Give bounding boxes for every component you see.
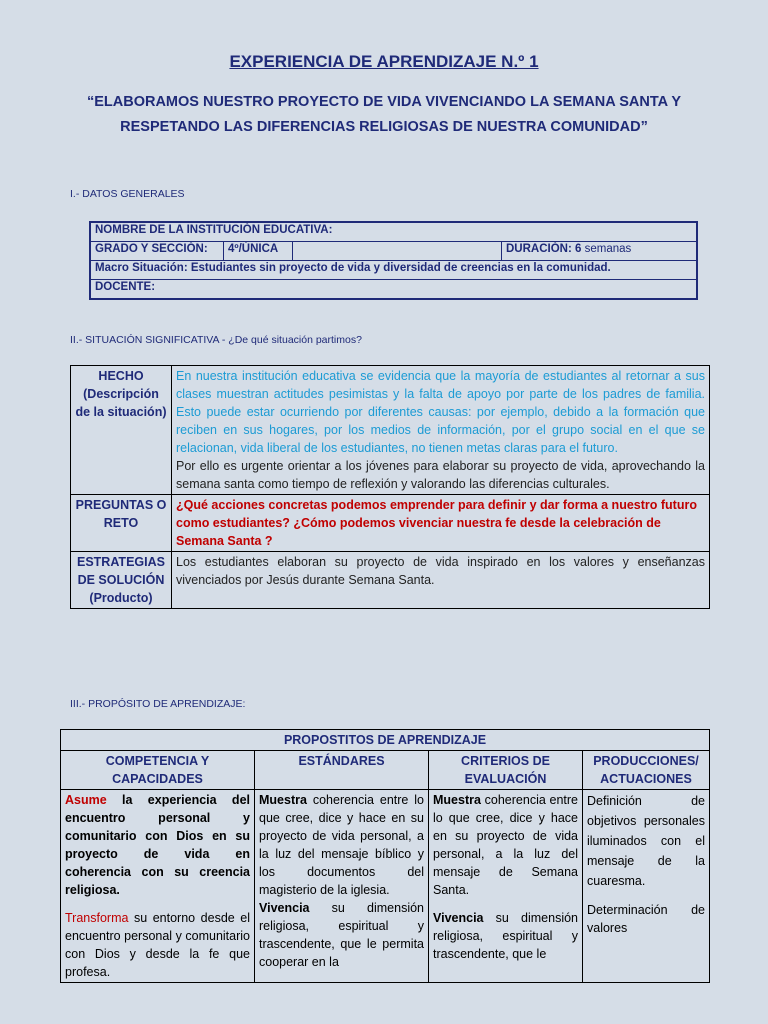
hecho-label: HECHO (Descripción de la situación) [71, 366, 172, 495]
competencia-2 [65, 909, 250, 981]
page-subtitle [40, 90, 728, 140]
section-heading-situacion: II.- SITUACIÓN SIGNIFICATIVA - ¿De qué situación partimos? [70, 334, 362, 346]
estandar-2 [259, 899, 424, 971]
competencia-text: su entorno desde el encuentro personal y comunitario con Dios y desde la fe que profesa. [65, 911, 250, 979]
subtitle-line-2: RESPETANDO LAS DIFERENCIAS RELIGIOSAS DE NUESTRA COMUNIDAD” [120, 119, 648, 135]
producciones-cell [583, 790, 710, 983]
macro-situacion: Macro Situación: Estudiantes sin proyecto de vida y diversidad de creencias en la comunidad. [90, 261, 697, 280]
estrategias-text: Los estudiantes elaboran su proyecto de vida inspirado en los valores y enseñanzas vivenciados por Jesús durante Semana Santa. [172, 552, 710, 609]
table-row [90, 222, 697, 242]
section-heading-datos: I.- DATOS GENERALES [70, 188, 185, 200]
hecho-cell [172, 366, 710, 495]
preguntas-label: PREGUNTAS O RETO [71, 495, 172, 552]
empty-cell [293, 242, 502, 261]
produccion-1: Definición de objetivos personales iluminados con el mensaje de la cuaresma. [587, 794, 705, 888]
table-row [90, 280, 697, 300]
criterio-verb: Muestra [433, 793, 481, 807]
estrategias-label: ESTRATEGIAS DE SOLUCIÓN (Producto) [71, 552, 172, 609]
estandar-verb: Muestra [259, 793, 307, 807]
table-title: PROPOSTITOS DE APRENDIZAJE [61, 730, 710, 751]
column-header: ESTÁNDARES [255, 751, 429, 790]
criterio-text: coherencia entre lo que cree, dice y hace en su proyecto de vida personal, a la luz del mensaje de Semana Santa. [433, 793, 578, 897]
table-row [61, 730, 710, 751]
estandar-text: coherencia entre lo que cree, dice y hace en su proyecto de vida personal, a la luz del mensaje bíblico y los documentos del magisterio de la iglesia. [259, 793, 424, 897]
page-title: EXPERIENCIA DE APRENDIZAJE N.º 1 [229, 52, 539, 71]
subtitle-line-1: “ELABORAMOS NUESTRO PROYECTO DE VIDA VIVENCIANDO LA SEMANA SANTA Y [86, 94, 681, 110]
grado-value: 4º/ÚNICA [224, 242, 293, 261]
criterio-1 [433, 791, 578, 899]
duracion-cell [502, 242, 698, 261]
estandares-cell [255, 790, 429, 983]
section-heading-proposito: III.- PROPÓSITO DE APRENDIZAJE: [70, 698, 246, 710]
table-row [71, 552, 710, 609]
competencia-text: la experiencia del encuentro personal y comunitario con Dios en su proyecto de vida en coherencia con su creencia religiosa. [65, 793, 250, 897]
table-row [90, 261, 697, 280]
criterio-text: su dimensión religiosa, espiritual y trascendente, que le [433, 911, 578, 961]
column-header: PRODUCCIONES/ ACTUACIONES [583, 751, 710, 790]
criterio-verb: Vivencia [433, 911, 484, 925]
docente-label: DOCENTE: [90, 280, 697, 300]
table-header-row [61, 751, 710, 790]
competencia-verb: Transforma [65, 911, 129, 925]
column-header: CRITERIOS DE EVALUACIÓN [429, 751, 583, 790]
hecho-text-1: En nuestra institución educativa se evidencia que la mayoría de estudiantes al retornar a sus clases muestran actitudes pesimistas y la falta de apoyo por parte de los padres de familia. Esto puede estar ocurriendo por diferentes causas: por ejemplo, debido a la formación que reciben en sus hogares, por los medios de información, por el grupo social en el que se relacionan, vida liberal de los estudiantes, no tienen metas claras para el futuro. [176, 369, 705, 455]
grado-label: GRADO Y SECCIÓN: [90, 242, 224, 261]
estandar-1 [259, 791, 424, 899]
situacion-table [70, 365, 710, 609]
duracion-label: DURACIÓN: [506, 243, 572, 255]
estandar-text: su dimensión religiosa, espiritual y trascendente, que le permita cooperar en la [259, 901, 424, 969]
table-row [90, 242, 697, 261]
criterios-cell [429, 790, 583, 983]
competencia-1 [65, 791, 250, 899]
estandar-verb: Vivencia [259, 901, 310, 915]
table-row [61, 790, 710, 983]
duracion-unit: semanas [584, 243, 632, 255]
propositos-table [60, 729, 710, 983]
column-header: COMPETENCIA Y CAPACIDADES [61, 751, 255, 790]
produccion-2: Determinación de valores [587, 903, 705, 935]
table-row [71, 495, 710, 552]
competencia-cell [61, 790, 255, 983]
criterio-2 [433, 909, 578, 963]
competencia-verb: Asume [65, 793, 107, 807]
datos-generales-table [89, 221, 698, 300]
hecho-text-2: Por ello es urgente orientar a los jóvenes para elaborar su proyecto de vida, aprovechando la semana santa como tiempo de reflexión y valorando las diferencias culturales. [176, 459, 705, 491]
institucion-label: NOMBRE DE LA INSTITUCIÓN EDUCATIVA: [90, 222, 697, 242]
duracion-number: 6 [575, 243, 582, 255]
table-row [71, 366, 710, 495]
preguntas-text: ¿Qué acciones concretas podemos emprender para definir y dar forma a nuestro futuro como estudiantes? ¿Cómo podemos vivenciar nuestra fe desde la celebración de Semana Santa ? [172, 495, 710, 552]
